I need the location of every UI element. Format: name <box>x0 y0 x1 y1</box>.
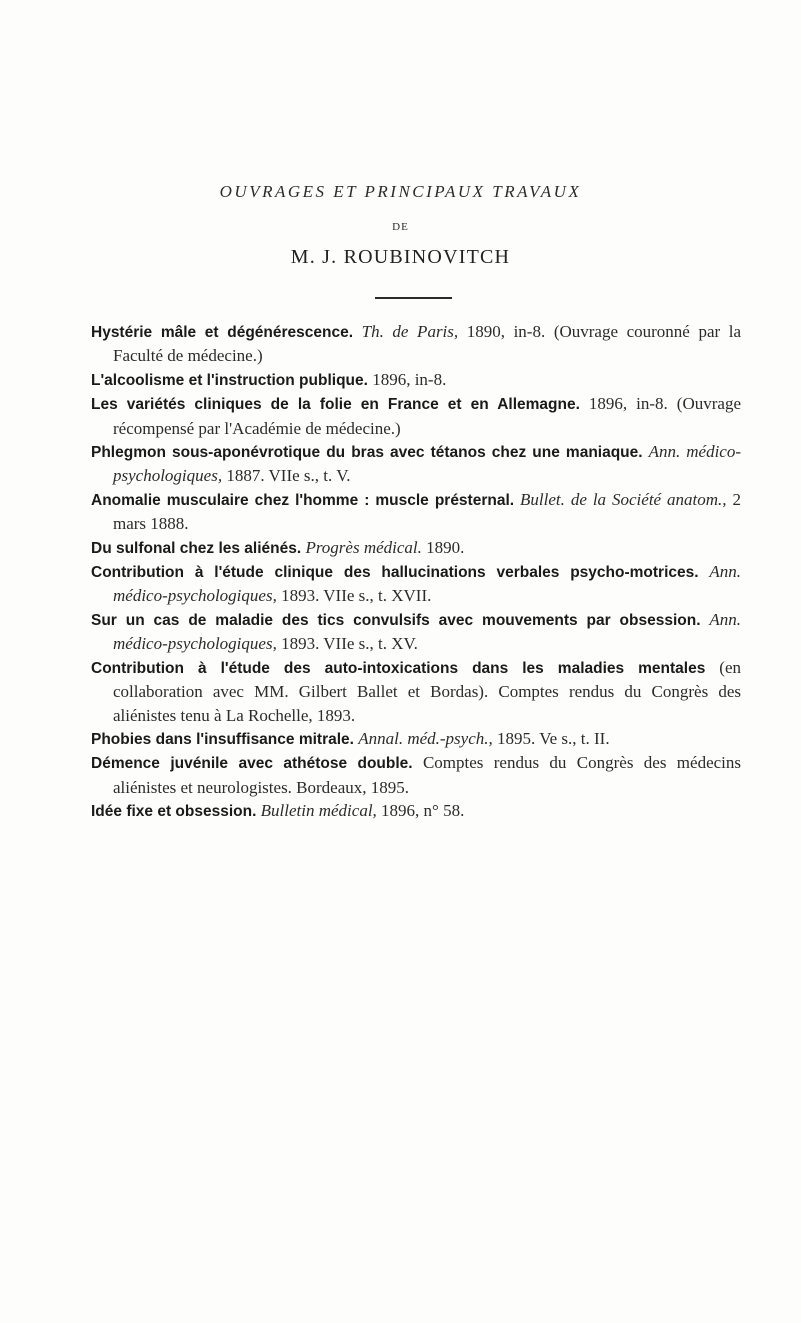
entry-details: 1893. VIIe s., t. XVII. <box>276 586 432 606</box>
entry-title: Anomalie musculaire chez l'homme : muscle présternal. <box>91 491 515 509</box>
entry-reference: Bulletin médical, <box>260 801 377 821</box>
bibliography-entry <box>91 440 741 488</box>
bibliography-entry <box>91 727 741 751</box>
section-title: OUVRAGES ET PRINCIPAUX TRAVAUX <box>219 182 582 201</box>
bibliography-entry <box>91 488 741 536</box>
entry-title: Phlegmon sous-aponévrotique du bras avec tétanos chez une maniaque. <box>91 444 643 462</box>
divider-rule <box>375 297 452 299</box>
entry-title: Du sulfonal chez les aliénés. <box>91 539 302 557</box>
entry-details: 1896, in-8. (Ouvrage récompensé par l'Académie de médecine.) <box>113 394 741 438</box>
entry-title: Contribution à l'étude clinique des hallucinations verbales psycho-motrices. <box>91 564 699 582</box>
entry-title: Démence juvénile avec athétose double. <box>91 755 413 773</box>
author-name: M. J. ROUBINOVITCH <box>290 246 511 268</box>
entry-details: 1890. <box>421 537 465 557</box>
bibliography-entry <box>91 320 741 368</box>
entry-details: (en collaboration avec MM. Gilbert Ballet et Bordas). Comptes rendus du Congrès des aliénistes tenu à La Rochelle, 1893. <box>113 657 741 725</box>
entry-title: Phobies dans l'insuffisance mitrale. <box>91 730 354 748</box>
entry-details: Comptes rendus du Congrès des médecins aliénistes et neurologistes. Bordeaux, 1895. <box>113 753 741 797</box>
entry-details: 2 mars 1888. <box>113 489 741 534</box>
entry-reference: Ann. médico-psychologiques, <box>113 442 741 486</box>
bibliography-entry <box>91 656 741 727</box>
entry-title: Hystérie mâle et dégénérescence. <box>91 324 354 341</box>
entry-reference: Bullet. de la Société anatom., <box>520 489 727 509</box>
entry-reference: Progrès médical. <box>305 537 422 557</box>
entry-details: 1887. VIIe s., t. V. <box>222 466 351 486</box>
bibliography-entry <box>91 392 741 440</box>
entry-title: Idée fixe et obsession. <box>91 803 257 821</box>
section-title-de: DE <box>392 221 409 233</box>
entry-details: 1895. Ve s., t. II. <box>492 728 610 748</box>
bibliography-list <box>91 320 741 824</box>
bibliography-entry <box>91 368 741 392</box>
entry-title: Les variétés cliniques de la folie en France et en Allemagne. <box>91 396 580 414</box>
bibliography-entry <box>91 536 741 560</box>
entry-reference: Annal. méd.-psych., <box>358 728 493 748</box>
entry-details: 1896, n° 58. <box>376 801 465 821</box>
entry-reference: Th. de Paris, <box>361 322 459 341</box>
entry-reference: Ann. médico-psychologiques, <box>113 609 742 654</box>
entry-details: 1890, in-8. (Ouvrage couronné par la Faculté de médecine.) <box>113 322 742 366</box>
entry-title: Sur un cas de maladie des tics convulsifs avec mouvements par obsession. <box>91 611 701 629</box>
entry-reference: Ann. médico-psychologiques, <box>113 562 741 606</box>
entry-title: Contribution à l'étude des auto-intoxications dans les maladies mentales <box>91 659 706 677</box>
bibliography-entry <box>91 751 741 799</box>
entry-details: 1893. VIIe s., t. XV. <box>276 634 418 654</box>
bibliography-entry <box>91 560 741 608</box>
entry-details: 1896, in-8. <box>367 369 447 389</box>
bibliography-entry <box>91 799 741 823</box>
entry-title: L'alcoolisme et l'instruction publique. <box>91 371 368 389</box>
bibliography-entry <box>91 608 741 656</box>
